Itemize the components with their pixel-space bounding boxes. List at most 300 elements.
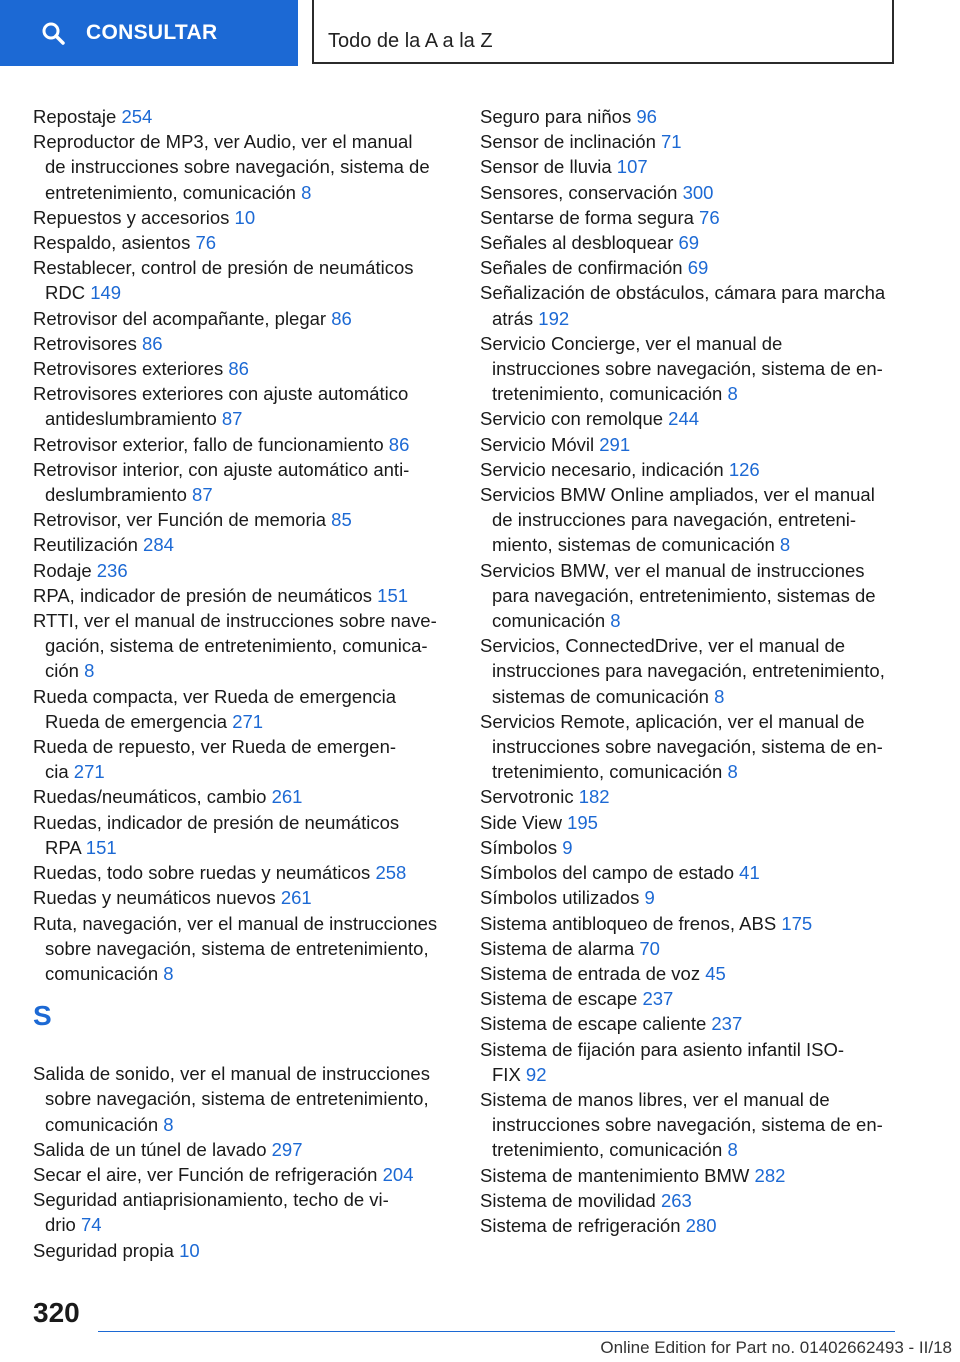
index-entry-text: FIX xyxy=(492,1063,526,1085)
page-reference-link[interactable]: 175 xyxy=(781,912,813,934)
page-reference-link[interactable]: 45 xyxy=(705,962,726,984)
index-entry-text: ción xyxy=(45,660,85,682)
index-entry xyxy=(480,1011,900,1036)
index-entry-line xyxy=(480,558,900,583)
index-entry-text: RDC xyxy=(45,282,91,304)
index-entry-line xyxy=(33,432,453,457)
index-entry-line xyxy=(33,961,453,986)
index-column-left xyxy=(33,104,453,1263)
index-entry xyxy=(33,608,453,684)
index-entry xyxy=(33,1187,453,1237)
page-reference-link[interactable]: 151 xyxy=(377,584,409,606)
index-entry xyxy=(480,331,900,407)
index-entry xyxy=(480,558,900,634)
page-reference-link[interactable]: 86 xyxy=(228,358,249,380)
page-reference-link[interactable]: 271 xyxy=(232,710,264,732)
index-entry xyxy=(33,507,453,532)
index-entry-line xyxy=(33,860,453,885)
index-entry-line xyxy=(33,457,453,482)
index-entry-line xyxy=(33,482,453,507)
index-entry-text: tretenimiento, comunicación xyxy=(492,1139,728,1161)
page-number: 320 xyxy=(33,1297,80,1328)
index-entry xyxy=(33,331,453,356)
index-entry-line xyxy=(33,684,453,709)
page-reference-link[interactable]: 10 xyxy=(234,206,256,228)
index-entry xyxy=(480,835,900,860)
page-header xyxy=(0,0,960,66)
index-entry xyxy=(33,432,453,457)
index-entry-text: comunicación xyxy=(45,1113,164,1135)
index-entry-text: antideslumbramiento xyxy=(45,408,222,430)
index-entry-line xyxy=(480,1213,900,1238)
index-entry-text: Ruedas y neumáticos nuevos xyxy=(33,887,281,909)
index-entry-line xyxy=(33,381,453,406)
index-entry-text: Reproductor de MP3, ver Audio, ver el manual xyxy=(33,131,413,153)
page-reference-link[interactable]: 254 xyxy=(121,106,153,127)
index-entry-line xyxy=(480,986,900,1011)
index-entry xyxy=(33,734,453,784)
page-reference-link[interactable]: 8 xyxy=(727,761,738,783)
index-entry-line xyxy=(33,633,453,658)
index-entry-line xyxy=(480,1163,900,1188)
index-entry xyxy=(33,255,453,305)
index-entry xyxy=(480,961,900,986)
index-entry-line xyxy=(480,608,900,633)
index-entry xyxy=(480,406,900,431)
index-entry-line xyxy=(33,885,453,910)
index-entry-line xyxy=(33,280,453,305)
page-reference-link[interactable]: 76 xyxy=(699,206,720,228)
index-entry-text: Sensor de lluvia xyxy=(480,156,617,178)
page-reference-link[interactable]: 96 xyxy=(636,106,657,127)
page-reference-link[interactable]: 8 xyxy=(714,685,725,707)
index-entry-line xyxy=(480,482,900,507)
index-entry-line xyxy=(480,1037,900,1062)
section-title: Todo de la A a la Z xyxy=(328,30,493,52)
page-reference-link[interactable]: 8 xyxy=(301,181,312,203)
index-entry-line xyxy=(480,230,900,255)
index-entry-line xyxy=(480,1087,900,1112)
index-entry-line xyxy=(33,331,453,356)
index-entry-line xyxy=(33,734,453,759)
index-entry-text: Sistema antibloqueo de frenos, ABS xyxy=(480,912,782,934)
page-reference-link[interactable]: 300 xyxy=(682,181,714,203)
page-reference-link[interactable]: 280 xyxy=(685,1214,717,1236)
index-entry-line xyxy=(480,784,900,809)
index-entry-text: Retrovisores exteriores con ajuste automático xyxy=(33,383,409,405)
index-entry-line xyxy=(480,306,900,331)
index-entry-text: Restablecer, control de presión de neumáticos xyxy=(33,257,414,279)
index-entry-text: Sensores, conservación xyxy=(480,181,683,203)
index-entry-text: cia xyxy=(45,761,74,783)
index-entry-text: Salida de un túnel de lavado xyxy=(33,1138,272,1160)
index-entry-line xyxy=(480,810,900,835)
index-entry xyxy=(33,558,453,583)
index-entry-text: Reutilización xyxy=(33,534,144,556)
index-entry-line xyxy=(480,1062,900,1087)
index-entry-text: Señalización de obstáculos, cámara para marcha xyxy=(480,282,886,304)
index-entry xyxy=(33,104,453,129)
index-entry-line xyxy=(480,1137,900,1162)
index-entry xyxy=(480,1163,900,1188)
index-entry xyxy=(480,709,900,785)
index-entry-line xyxy=(33,230,453,255)
index-entry-line xyxy=(480,709,900,734)
page-reference-link[interactable]: 236 xyxy=(96,559,128,581)
page-reference-link[interactable]: 282 xyxy=(754,1164,786,1186)
page-reference-link[interactable]: 86 xyxy=(388,433,410,455)
page-reference-link[interactable]: 244 xyxy=(668,408,700,430)
index-entry-line xyxy=(480,759,900,784)
index-entry-line xyxy=(33,1162,453,1187)
index-entry-text: Secar el aire, ver Función de refrigeración xyxy=(33,1163,383,1185)
page-reference-link[interactable]: 151 xyxy=(85,836,117,858)
index-entry-text: Sistema de mantenimiento BMW xyxy=(480,1164,755,1186)
index-list-s xyxy=(33,1061,453,1263)
index-entry xyxy=(33,129,453,205)
index-entry xyxy=(480,885,900,910)
index-entry xyxy=(33,532,453,557)
page-reference-link[interactable]: 195 xyxy=(567,811,598,833)
page-reference-link[interactable]: 8 xyxy=(163,962,174,984)
index-entry xyxy=(33,306,453,331)
index-entry xyxy=(480,205,900,230)
page-reference-link[interactable]: 284 xyxy=(143,534,174,556)
index-entry-line xyxy=(33,406,453,431)
index-entry xyxy=(33,1061,453,1137)
index-entry-text: instrucciones sobre navegación, sistema de en- xyxy=(492,736,883,758)
index-entry-line xyxy=(480,911,900,936)
page-reference-link[interactable]: 76 xyxy=(195,232,217,254)
page-reference-link[interactable]: 87 xyxy=(192,484,213,506)
index-entry-text: comunicación xyxy=(492,610,611,632)
index-entry xyxy=(33,1137,453,1162)
index-entry xyxy=(33,205,453,230)
index-entry-line xyxy=(480,180,900,205)
index-entry-line xyxy=(33,759,453,784)
index-entry-text: deslumbramiento xyxy=(45,484,193,506)
index-entry xyxy=(33,810,453,860)
index-list-right xyxy=(480,104,900,1238)
index-entry-text: gación, sistema de entretenimiento, comunica- xyxy=(45,635,428,657)
index-entry-text: Ruedas, indicador de presión de neumáticos xyxy=(33,811,400,833)
index-entry-line xyxy=(33,129,453,154)
index-entry-text: Servicio Móvil xyxy=(480,433,600,455)
index-entry-text: Servicios, ConnectedDrive, ver el manual de xyxy=(480,635,846,657)
index-entry xyxy=(480,936,900,961)
index-entry-text: RTTI, ver el manual de instrucciones sobre nave- xyxy=(33,610,437,632)
index-entry xyxy=(480,1188,900,1213)
page-reference-link[interactable]: 8 xyxy=(727,1139,738,1161)
index-entry xyxy=(480,482,900,558)
index-entry-line xyxy=(33,1112,453,1137)
index-entry-text: Retrovisor del acompañante, plegar xyxy=(33,307,332,329)
index-entry-line xyxy=(33,1187,453,1212)
index-entry-line xyxy=(33,911,453,936)
index-entry-text: para navegación, entretenimiento, sistemas de xyxy=(492,584,876,606)
index-entry-text: Sistema de manos libres, ver el manual de xyxy=(480,1088,830,1110)
index-entry-text: instrucciones sobre navegación, sistema de en- xyxy=(492,1114,883,1136)
index-entry-text: Respaldo, asientos xyxy=(33,232,196,254)
page-reference-link[interactable]: 87 xyxy=(221,408,243,430)
index-entry-line xyxy=(33,1212,453,1237)
index-entry-text: Retrovisor interior, con ajuste automático anti- xyxy=(33,458,410,480)
index-entry-line xyxy=(480,658,900,683)
page-reference-link[interactable]: 85 xyxy=(331,509,352,531)
index-entry-text: sobre navegación, sistema de entretenimiento, xyxy=(45,937,429,959)
index-entry xyxy=(480,911,900,936)
page-reference-link[interactable]: 297 xyxy=(271,1138,303,1160)
index-column-right xyxy=(480,104,900,1238)
index-entry xyxy=(33,1238,453,1263)
index-entry xyxy=(480,129,900,154)
index-entry xyxy=(480,280,900,330)
index-entry xyxy=(480,154,900,179)
page-reference-link[interactable]: 261 xyxy=(280,887,312,909)
index-entry-line xyxy=(480,457,900,482)
index-entry-text: Ruedas/neumáticos, cambio xyxy=(33,786,272,808)
index-entry-line xyxy=(480,280,900,305)
index-entry-line xyxy=(480,1188,900,1213)
index-entry-line xyxy=(33,532,453,557)
index-entry-text: sistemas de comunicación xyxy=(492,685,715,707)
index-entry-text: de instrucciones para navegación, entreteni- xyxy=(492,509,857,531)
index-entry-line xyxy=(33,1137,453,1162)
index-entry-line xyxy=(33,608,453,633)
index-entry xyxy=(33,784,453,809)
index-entry-line xyxy=(480,331,900,356)
index-entry-text: instrucciones sobre navegación, sistema de en- xyxy=(492,358,883,380)
index-entry-text: RPA xyxy=(45,836,86,858)
index-entry-text: Símbolos utilizados xyxy=(480,887,645,909)
index-entry-line xyxy=(480,255,900,280)
index-entry-text: sobre navegación, sistema de entretenimiento, xyxy=(45,1088,429,1110)
page-reference-link[interactable]: 261 xyxy=(271,786,303,808)
index-entry-line xyxy=(33,810,453,835)
index-entry-line xyxy=(33,658,453,683)
index-entry-text: Retrovisores exteriores xyxy=(33,358,229,380)
index-entry xyxy=(33,230,453,255)
index-entry xyxy=(33,885,453,910)
page-reference-link[interactable]: 192 xyxy=(538,307,570,329)
index-entry xyxy=(480,784,900,809)
index-entry xyxy=(480,633,900,709)
page-reference-link[interactable]: 71 xyxy=(661,131,682,153)
index-entry-line xyxy=(480,583,900,608)
page-reference-link[interactable]: 182 xyxy=(578,786,610,808)
index-entry-text: instrucciones para navegación, entretenimiento, xyxy=(492,660,885,682)
index-entry-text: RPA, indicador de presión de neumáticos xyxy=(33,584,378,606)
index-entry-line xyxy=(33,306,453,331)
page-reference-link[interactable]: 8 xyxy=(727,383,738,405)
index-list-r xyxy=(33,104,453,986)
index-entry-text: Ruedas, todo sobre ruedas y neumáticos xyxy=(33,862,376,884)
index-entry-text: Ruta, navegación, ver el manual de instrucciones xyxy=(33,912,438,934)
index-entry-line xyxy=(33,255,453,280)
index-entry-text: Sensor de inclinación xyxy=(480,131,661,153)
index-entry-text: Retrovisor, ver Función de memoria xyxy=(33,509,332,531)
index-entry-line xyxy=(33,936,453,961)
index-entry-line xyxy=(480,885,900,910)
page-reference-link[interactable]: 291 xyxy=(599,433,631,455)
index-entry-line xyxy=(33,507,453,532)
index-entry-line xyxy=(33,180,453,205)
index-entry xyxy=(480,457,900,482)
index-entry-line xyxy=(33,835,453,860)
index-entry-line xyxy=(480,936,900,961)
index-entry-line xyxy=(480,104,900,129)
page-reference-link[interactable]: 69 xyxy=(687,257,709,279)
index-entry xyxy=(33,911,453,987)
index-entry-text: tretenimiento, comunicación xyxy=(492,761,728,783)
index-entry-text: Sistema de fijación para asiento infantil ISO- xyxy=(480,1038,845,1060)
index-entry-text: Seguridad antiaprisionamiento, techo de vi- xyxy=(33,1189,389,1211)
index-entry-line xyxy=(33,1238,453,1263)
page-reference-link[interactable]: 8 xyxy=(610,610,621,632)
index-entry-text: tretenimiento, comunicación xyxy=(492,383,728,405)
page-reference-link[interactable]: 8 xyxy=(779,534,791,556)
index-entry-text: Seguridad propia xyxy=(33,1239,180,1261)
index-entry xyxy=(480,432,900,457)
index-entry xyxy=(33,684,453,734)
index-entry xyxy=(33,381,453,431)
page-reference-link[interactable]: 9 xyxy=(562,836,573,858)
index-entry-text: Repostaje xyxy=(33,106,122,127)
index-entry-text: Señales de confirmación xyxy=(480,257,688,279)
index-entry-text: Sistema de escape caliente xyxy=(480,1013,712,1035)
index-entry-text: de instrucciones sobre navegación, sistema de xyxy=(45,156,430,178)
index-entry-text: Rodaje xyxy=(33,559,97,581)
index-entry-line xyxy=(480,684,900,709)
index-entry-line xyxy=(33,154,453,179)
index-entry-line xyxy=(480,1011,900,1036)
index-entry-text: Servicios BMW, ver el manual de instrucciones xyxy=(480,559,865,581)
index-entry-line xyxy=(480,432,900,457)
index-entry-text: Sistema de entrada de voz xyxy=(480,962,706,984)
index-entry xyxy=(480,1037,900,1087)
page-reference-link[interactable]: 70 xyxy=(639,937,660,959)
page-reference-link[interactable]: 74 xyxy=(81,1214,102,1236)
page-reference-link[interactable]: 10 xyxy=(179,1239,200,1261)
index-entry-text: Seguro para niños xyxy=(480,106,637,127)
index-entry xyxy=(480,810,900,835)
index-entry-text: Servicios BMW Online ampliados, ver el manual xyxy=(480,484,875,506)
index-entry-line xyxy=(33,1061,453,1086)
page-reference-link[interactable]: 204 xyxy=(382,1163,414,1185)
index-entry-text: drio xyxy=(45,1214,81,1236)
index-entry xyxy=(480,860,900,885)
index-entry xyxy=(480,1213,900,1238)
index-entry-text: Servotronic xyxy=(480,786,579,808)
page-reference-link[interactable]: 126 xyxy=(728,458,760,480)
index-entry-text: Salida de sonido, ver el manual de instrucciones xyxy=(33,1063,430,1085)
index-entry-line xyxy=(33,1086,453,1111)
index-entry-line xyxy=(33,104,453,129)
index-entry-text: Señales al desbloquear xyxy=(480,232,679,254)
index-entry-text: Sentarse de forma segura xyxy=(480,206,700,228)
index-entry-text: Símbolos xyxy=(480,836,563,858)
index-entry-line xyxy=(33,583,453,608)
index-entry-line xyxy=(480,835,900,860)
index-entry-text: Servicio con remolque xyxy=(480,408,669,430)
page-reference-link[interactable]: 107 xyxy=(616,156,648,178)
index-entry xyxy=(480,1087,900,1163)
index-entry-text: Side View xyxy=(480,811,568,833)
index-entry-text: Rueda de repuesto, ver Rueda de emergen- xyxy=(33,736,397,758)
index-entry-text: Servicios Remote, aplicación, ver el manual de xyxy=(480,710,865,732)
page-reference-link[interactable]: 86 xyxy=(331,307,352,329)
index-entry xyxy=(480,230,900,255)
index-entry xyxy=(33,860,453,885)
index-entry-line xyxy=(33,709,453,734)
index-entry xyxy=(33,1162,453,1187)
index-entry-line xyxy=(480,633,900,658)
index-entry-line xyxy=(480,205,900,230)
index-entry-text: Repuestos y accesorios xyxy=(33,206,235,228)
index-entry-line xyxy=(480,860,900,885)
index-entry-text: Sistema de movilidad xyxy=(480,1189,661,1211)
index-entry-text: Sistema de alarma xyxy=(480,937,640,959)
index-entry-line xyxy=(33,784,453,809)
section-tab[interactable] xyxy=(312,0,894,64)
consultar-label: CONSULTAR xyxy=(86,21,218,44)
index-entry-line xyxy=(480,961,900,986)
index-entry-text: Retrovisores xyxy=(33,332,142,354)
index-entry-line xyxy=(480,1112,900,1137)
index-entry-line xyxy=(480,734,900,759)
page-reference-link[interactable]: 9 xyxy=(644,887,655,909)
page-reference-link[interactable]: 8 xyxy=(163,1113,174,1135)
page-reference-link[interactable]: 41 xyxy=(739,862,760,884)
index-entry-text: Rueda de emergencia xyxy=(45,710,233,732)
index-entry-text: Servicio Concierge, ver el manual de xyxy=(480,332,783,354)
index-entry-line xyxy=(480,356,900,381)
index-entry-text: Rueda compacta, ver Rueda de emergencia xyxy=(33,685,397,707)
index-entry-line xyxy=(33,558,453,583)
footer-edition-text: Online Edition for Part no. 01402662493 - II/18 xyxy=(600,1338,952,1357)
index-entry-text: comunicación xyxy=(45,962,164,984)
index-entry-text: Símbolos del campo de estado xyxy=(480,862,740,884)
footer-divider xyxy=(98,1331,895,1332)
index-entry xyxy=(33,457,453,507)
page-reference-link[interactable]: 258 xyxy=(375,862,407,884)
index-entry xyxy=(480,104,900,129)
page-reference-link[interactable]: 271 xyxy=(73,761,105,783)
index-entry xyxy=(33,583,453,608)
page-reference-link[interactable]: 69 xyxy=(678,232,700,254)
page-reference-link[interactable]: 237 xyxy=(711,1013,743,1035)
index-entry-line xyxy=(480,532,900,557)
page-reference-link[interactable]: 92 xyxy=(525,1063,547,1085)
index-entry-line xyxy=(33,356,453,381)
page-reference-link[interactable]: 149 xyxy=(90,282,122,304)
page-reference-link[interactable]: 237 xyxy=(642,988,674,1010)
consultar-button[interactable] xyxy=(0,0,298,66)
index-entry-line xyxy=(480,507,900,532)
index-entry-text: Sistema de refrigeración xyxy=(480,1214,686,1236)
letter-heading: S xyxy=(33,1000,52,1032)
index-entry xyxy=(480,986,900,1011)
search-icon xyxy=(40,20,66,46)
page-reference-link[interactable]: 8 xyxy=(84,660,95,682)
index-entry-text: atrás xyxy=(492,307,539,329)
page-reference-link[interactable]: 86 xyxy=(141,332,163,354)
page-reference-link[interactable]: 263 xyxy=(660,1189,692,1211)
index-entry-text: entretenimiento, comunicación xyxy=(45,181,302,203)
index-entry-line xyxy=(480,154,900,179)
index-entry xyxy=(33,356,453,381)
index-entry-text: Sistema de escape xyxy=(480,988,643,1010)
